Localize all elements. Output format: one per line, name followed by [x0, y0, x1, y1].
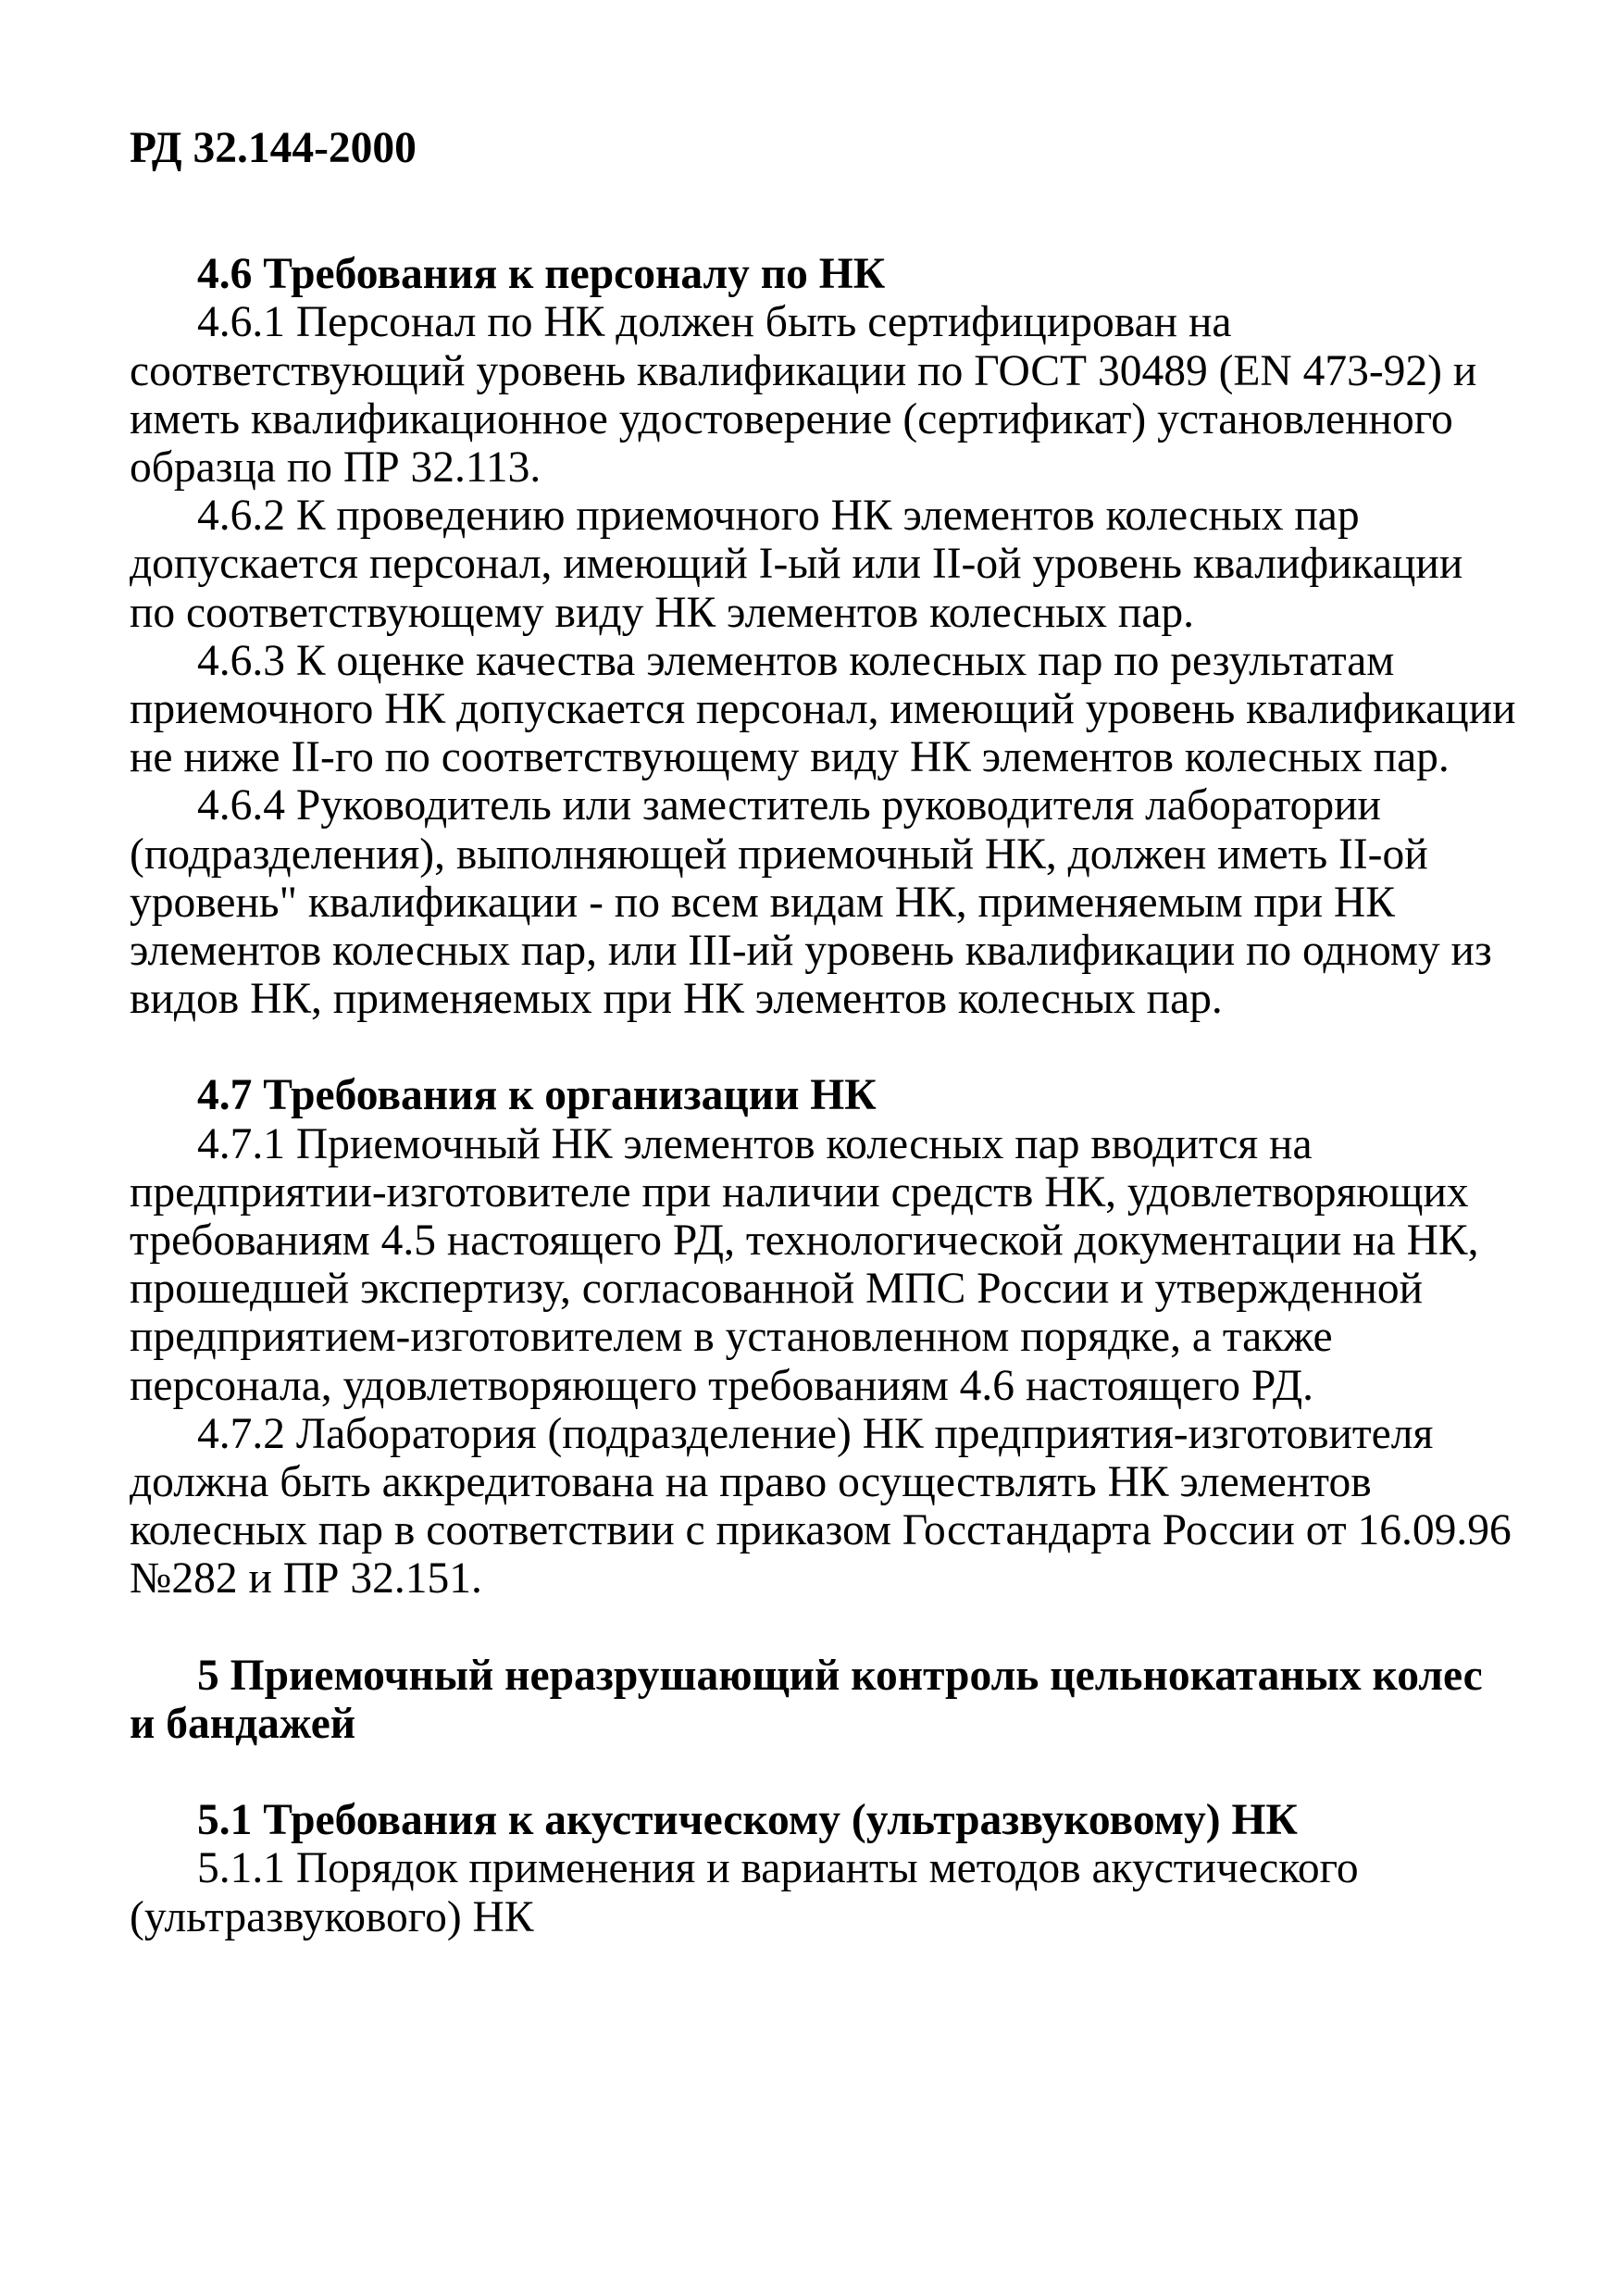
- paragraph-4-6-2: 4.6.2 К проведению приемочного НК элементов колесных пар допускается персонал, имеющий I-ый или II-ой уровень квалификации по соответствующему виду НК элементов колесных пар.: [130, 492, 1463, 637]
- paragraph-4-6-1: 4.6.1 Персонал по НК должен быть сертифицирован на соответствующий уровень квалификации по ГОСТ 30489 (EN 473-92) и иметь квалификационное удостоверение (сертификат) установленного образца по ПР 32.113.: [130, 298, 1477, 493]
- section-heading-4-7: 4.7 Требования к организации НК: [197, 1071, 877, 1120]
- paragraph-4-7-2: 4.7.2 Лаборатория (подразделение) НК предприятия-изготовителя должна быть аккредитована на право осуществлять НК элементов колесных пар в соответствии с приказом Госстандарта России от 16.09.96 №282 и ПР 32.151.: [130, 1409, 1512, 1603]
- section-4-7: [130, 1071, 1518, 1603]
- paragraph-4-7-1: 4.7.1 Приемочный НК элементов колесных пар вводится на предприятии-изготовителе при наличии средств НК, удовлетворяющих требованиям 4.5 настоящего РД, технологической документации на НК, прошедшей экспертизу, согласованной МПС России и утвержденной предприятием-изготовителем в установленном порядке, а также персонала, удовлетворяющего требованиям 4.6 настоящего РД.: [130, 1119, 1479, 1410]
- document-code: РД 32.144-2000: [130, 124, 417, 172]
- paragraph-4-6-4: 4.6.4 Руководитель или заместитель руководителя лаборатории (подразделения), выполняющей приемочный НК, должен иметь II-ой уровень" квалификации - по всем видам НК, применяемым при НК элементов колесных пар, или III-ий уровень квалификации по одному из видов НК, применяемых при НК элементов колесных пар.: [130, 781, 1492, 1024]
- section-heading-5-1: 5.1 Требования к акустическому (ультразвуковому) НК: [197, 1796, 1298, 1845]
- document-page: [130, 124, 1518, 1941]
- section-4-6: [130, 250, 1518, 1023]
- paragraph-5-1-1: 5.1.1 Порядок применения и варианты методов акустического (ультразвукового) НК: [130, 1844, 1359, 1941]
- section-5: [130, 1652, 1518, 1748]
- section-heading-5: 5 Приемочный неразрушающий контроль цельнокатаных колес и бандажей: [130, 1651, 1483, 1748]
- section-heading-4-6: 4.6 Требования к персоналу по НК: [197, 250, 886, 299]
- section-spacer: [130, 1023, 1518, 1071]
- section-5-1: [130, 1796, 1518, 1941]
- section-spacer: [130, 1603, 1518, 1652]
- section-spacer: [130, 1748, 1518, 1796]
- paragraph-4-6-3: 4.6.3 К оценке качества элементов колесных пар по результатам приемочного НК допускается персонал, имеющий уровень квалификации не ниже II-го по соответствующему виду НК элементов колесных пар.: [130, 636, 1516, 782]
